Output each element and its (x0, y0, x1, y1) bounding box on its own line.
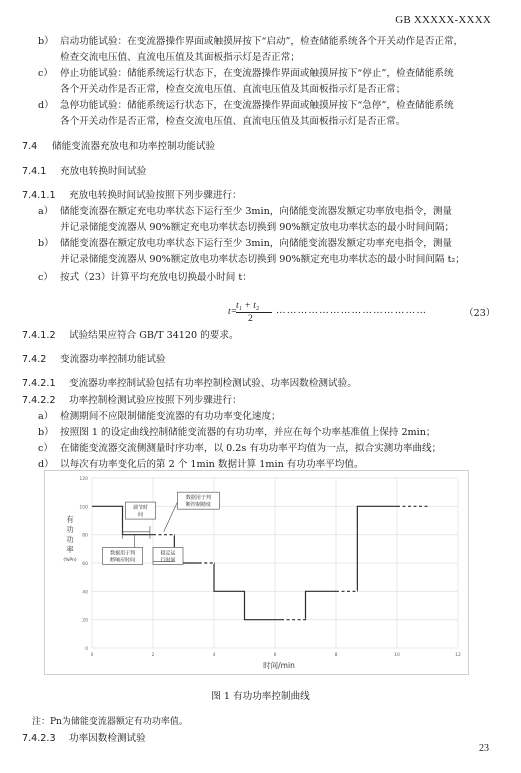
list-label: a） (38, 206, 54, 217)
list-label: d） (38, 100, 54, 111)
section-title: 储能变流器充放电和功率控制功能试验 (52, 141, 216, 152)
list-text: 启动功能试验：在变流器操作界面或触摸屏按下“启动”，检查储能系统各个开关动作是否正常， (60, 36, 464, 47)
list-label: b） (38, 36, 54, 47)
list-text: 各个开关动作是否正常，检查交流电压值、直流电压值及其面板指示灯是否正常； (60, 84, 406, 95)
list-label: c） (38, 68, 53, 79)
standard-number: GB XXXXX-XXXX (395, 14, 491, 26)
response-data-text: 断响应时间 (110, 557, 136, 564)
list-text: 并记录储能变流器从 90%额定充电功率状态切换到 90%额定放电功率状态的最小时间间隔； (60, 222, 455, 233)
list-text: 急停功能试验：储能系统运行状态下，在变流器操作界面或触摸屏按下“急停”，检查储能系统 (60, 100, 454, 111)
y-tick-label: 0 (85, 647, 88, 652)
clause-text: 功率控制检测试验应按照下列步骤进行： (69, 395, 242, 406)
y-tick-label: 40 (82, 590, 88, 596)
formula-lhs: t= (228, 306, 238, 317)
chart-frame (45, 471, 469, 675)
adjust-time-text: 间 (138, 512, 144, 519)
leader-dots: …………………………………… (276, 305, 428, 316)
y-tick-label: 20 (82, 618, 88, 624)
clause-number: 7.4.2.2 (22, 395, 56, 406)
x-tick-label: 4 (212, 653, 216, 658)
list-text: 停止功能试验：储能系统运行状态下，在变流器操作界面或触摸屏按下“停止”，检查储能系统 (60, 68, 454, 79)
list-text: 检查交流电压值、直流电压值及其面板指示灯是否正常； (60, 52, 300, 63)
x-tick-label: 2 (151, 653, 155, 658)
precision-data-text: 数据用于判 (185, 495, 211, 502)
x-tick-label: 12 (455, 653, 461, 658)
steady-run-text: 稳定运 (160, 550, 176, 557)
section-number: 7.4 (22, 141, 38, 152)
list-text: 储能变流器在额定充电功率状态下运行至少 3min，向储能变流器发额定功率放电指令，测量 (60, 206, 453, 217)
list-text: 各个开关动作是否正常，检查交流电压值、直流电压值及其面板指示灯是否正常。 (60, 116, 406, 127)
clause-text: 充放电转换时间试验按照下列步骤进行： (69, 190, 242, 201)
y-tick-label: 60 (82, 562, 88, 567)
section-title: 充放电转换时间试验 (60, 166, 147, 177)
clause-title: 功率因数检测试验 (69, 733, 146, 744)
list-label: d） (38, 459, 54, 470)
list-label: b） (38, 238, 54, 249)
equation-number: （23） (464, 308, 496, 319)
power-control-chart (44, 470, 469, 675)
figure-note: 注：Pn为储能变流器额定有功功率值。 (32, 717, 188, 727)
list-text: 检测期间不应限制储能变流器的有功功率变化速度； (60, 411, 281, 422)
section-title: 变流器功率控制功能试验 (60, 354, 166, 365)
list-text: 按式（23）计算平均充放电切换最小时间 t： (60, 272, 252, 283)
x-axis-label: 时间/min (263, 661, 295, 670)
list-text: 按照图 1 的设定曲线控制储能变流器的有功功率，并应在每个功率基准值上保持 2min； (60, 427, 436, 438)
x-tick-label: 6 (273, 653, 277, 658)
y-tick-label: 80 (82, 533, 88, 539)
list-label: c） (38, 443, 53, 454)
list-text: 并记录储能变流器从 90%额定放电功率状态切换到 90%额定充电功率状态的最小时间间隔 t₂； (60, 254, 465, 265)
fraction-bar (236, 312, 272, 313)
list-text: 储能变流器在额定放电功率状态下运行至少 3min，向储能变流器发额定功率充电指令，测量 (60, 238, 453, 249)
clause-text: 变流器功率控制试验包括有功率控制检测试验、功率因数检测试验。 (69, 378, 357, 389)
adjust-time-text: 调节时 (133, 505, 149, 512)
section-number: 7.4.1 (22, 166, 47, 177)
x-tick-label: 8 (334, 653, 338, 658)
list-label: a） (38, 411, 54, 422)
list-text: 在储能变流器交流侧测量时序功率，以 0.2s 有功功率平均值为一点，拟合实测功率曲线； (60, 443, 442, 454)
page-number: 23 (479, 743, 489, 754)
y-axis-label: 有 (66, 515, 74, 524)
list-label: c） (38, 272, 53, 283)
list-text: 以每次有功率变化后的第 2 个 1min 数据计算 1min 有功功率平均值。 (60, 459, 364, 470)
clause-number: 7.4.2.1 (22, 378, 56, 389)
x-tick-label: 10 (394, 653, 400, 658)
y-tick-label: 120 (79, 477, 88, 482)
section-number: 7.4.2 (22, 354, 47, 365)
y-axis-label: (%Pn) (63, 558, 77, 563)
figure-caption: 图 1 有功功率控制曲线 (211, 691, 310, 702)
x-tick-label: 0 (90, 653, 94, 658)
steady-run-text: 行时间 (160, 557, 176, 564)
precision-data-text: 断控制精度 (185, 502, 211, 509)
clause-text: 试验结果应符合 GB/T 34120 的要求。 (69, 330, 239, 341)
formula-numerator: t₁ + t₂ (236, 300, 260, 311)
clause-number: 7.4.1.2 (22, 330, 56, 341)
clause-number: 7.4.1.1 (22, 190, 56, 201)
formula-denominator: 2 (248, 313, 253, 324)
response-data-text: 数据用于判 (110, 550, 136, 557)
y-axis-label: 功 (66, 525, 74, 534)
clause-number: 7.4.2.3 (22, 733, 56, 744)
y-axis-label: 功 (66, 535, 74, 544)
y-tick-label: 100 (79, 505, 88, 511)
list-label: b） (38, 427, 54, 438)
y-axis-label: 率 (66, 545, 74, 554)
